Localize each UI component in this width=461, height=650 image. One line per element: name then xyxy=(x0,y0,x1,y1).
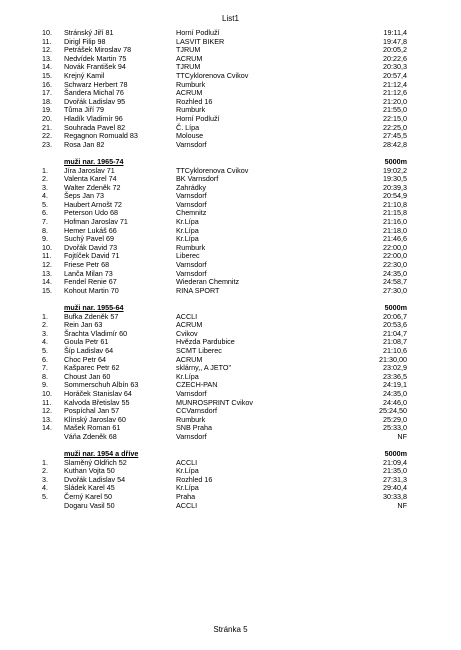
athlete-name: Rein Jan 63 xyxy=(64,320,103,330)
finish-time: 21:20,0 xyxy=(383,96,407,106)
finish-time: 21:35,0 xyxy=(383,466,407,476)
place: 22. xyxy=(42,131,52,141)
club: Praha xyxy=(176,492,196,502)
place: 16. xyxy=(42,79,52,89)
club: ACRUM xyxy=(176,88,203,98)
place: 2. xyxy=(42,466,48,476)
club: Zahrádky xyxy=(176,182,206,192)
athlete-name: Sládek Karel 45 xyxy=(64,483,115,493)
club: Kr.Lípa xyxy=(176,466,199,476)
result-row xyxy=(0,502,461,511)
athlete-name: Kalvoda Břetislav 55 xyxy=(64,397,130,407)
place: 5. xyxy=(42,199,48,209)
place: 12. xyxy=(42,406,52,416)
finish-time: 19:47,8 xyxy=(383,36,407,46)
club: BK Varnsdorf xyxy=(176,174,219,184)
finish-time: 27:30,0 xyxy=(383,285,407,295)
athlete-name: Kohout Martin 70 xyxy=(64,285,119,295)
athlete-name: Regagnon Romuald 83 xyxy=(64,131,138,141)
result-row xyxy=(0,287,461,296)
athlete-name: Fendel Renie 67 xyxy=(64,277,117,287)
club: Rozhled 16 xyxy=(176,474,213,484)
result-row xyxy=(0,433,461,442)
club: Kr.Lípa xyxy=(176,225,199,235)
place: 14. xyxy=(42,423,52,433)
finish-time: 20:30,3 xyxy=(383,62,407,72)
place: 13. xyxy=(42,268,52,278)
place: 7. xyxy=(42,363,48,373)
club: Varnsdorf xyxy=(176,431,207,441)
finish-time: 19:02,2 xyxy=(383,165,407,175)
place: 13. xyxy=(42,414,52,424)
finish-time: 20:54,9 xyxy=(383,191,407,201)
place: 18. xyxy=(42,96,52,106)
athlete-name: Hladík Vladimír 96 xyxy=(64,113,123,123)
place: 3. xyxy=(42,474,48,484)
place: 12. xyxy=(42,260,52,270)
finish-time: 21:55,0 xyxy=(383,105,407,115)
club: MUNROSPRINT Cvikov xyxy=(176,397,253,407)
club: ACRUM xyxy=(176,354,203,364)
athlete-name: Novák František 94 xyxy=(64,62,126,72)
club: Kr.Lípa xyxy=(176,217,199,227)
finish-time: 21:12,6 xyxy=(383,88,407,98)
finish-time: NF xyxy=(397,500,407,510)
finish-time: 21:10,8 xyxy=(383,199,407,209)
athlete-name: Dvořák Ladislav 95 xyxy=(64,96,126,106)
athlete-name: Fojtíček David 71 xyxy=(64,251,120,261)
finish-time: 21:18,0 xyxy=(383,225,407,235)
club: Rumburk xyxy=(176,79,206,89)
finish-time: 21:09,4 xyxy=(383,457,407,467)
athlete-name: Krejný Kamil xyxy=(64,70,105,80)
athlete-name: Hemer Lukáš 66 xyxy=(64,225,117,235)
athlete-name: Souhrada Pavel 82 xyxy=(64,122,126,132)
place: 6. xyxy=(42,208,48,218)
athlete-name: Lanča Milan 73 xyxy=(64,268,113,278)
club: Varnsdorf xyxy=(176,191,207,201)
club: CCVarnsdorf xyxy=(176,406,218,416)
finish-time: 20:39,3 xyxy=(383,182,407,192)
athlete-name: Schwarz Herbert 78 xyxy=(64,79,128,89)
athlete-name: Slaměný Oldřich 52 xyxy=(64,457,127,467)
athlete-name: Suchý Pavel 69 xyxy=(64,234,114,244)
finish-time: 24:46,0 xyxy=(383,397,407,407)
finish-time: 21:16,0 xyxy=(383,217,407,227)
place: 4. xyxy=(42,337,48,347)
place: 11. xyxy=(42,397,52,407)
finish-time: 23:02,9 xyxy=(383,363,407,373)
finish-time: 20:57,4 xyxy=(383,70,407,80)
finish-time: 25:33,0 xyxy=(383,423,407,433)
club: Č. Lípa xyxy=(176,122,200,132)
club: SCMT Liberec xyxy=(176,345,222,355)
club: Rozhled 16 xyxy=(176,96,213,106)
athlete-name: Kuthan Vojta 50 xyxy=(64,466,115,476)
club: Horní Podluží xyxy=(176,28,220,37)
club: Varnsdorf xyxy=(176,260,207,270)
place: 1. xyxy=(42,165,48,175)
club: ACCLI xyxy=(176,311,198,321)
athlete-name: Mašek Roman 61 xyxy=(64,423,121,433)
club: ACRUM xyxy=(176,53,203,63)
club: ACRUM xyxy=(176,320,203,330)
club: Liberec xyxy=(176,251,200,261)
athlete-name: Kašparec Petr 62 xyxy=(64,363,120,373)
athlete-name: Dvořák David 73 xyxy=(64,242,118,252)
finish-time: 24:19,1 xyxy=(383,380,407,390)
finish-time: 22:15,0 xyxy=(383,113,407,123)
athlete-name: Černý Karel 50 xyxy=(64,492,112,502)
finish-time: 22:00,0 xyxy=(383,242,407,252)
club: CZECH-PAN xyxy=(176,380,218,390)
place: 14. xyxy=(42,62,52,72)
place: 15. xyxy=(42,70,52,80)
finish-time: 21:10,6 xyxy=(383,345,407,355)
athlete-name: Choust Jan 60 xyxy=(64,371,111,381)
club: Horní Podluží xyxy=(176,113,220,123)
athlete-name: Haubert Arnošt 72 xyxy=(64,199,122,209)
place: 14. xyxy=(42,277,52,287)
club: Hvězda Pardubice xyxy=(176,337,235,347)
place: 8. xyxy=(42,371,48,381)
place: 5. xyxy=(42,492,48,502)
finish-time: 22:30,0 xyxy=(383,260,407,270)
club: Kr.Lípa xyxy=(176,483,199,493)
club: Rumburk xyxy=(176,105,206,115)
finish-time: 28:42,8 xyxy=(383,139,407,149)
athlete-name: Sommerschuh Albín 63 xyxy=(64,380,139,390)
category-distance: 5000m xyxy=(384,156,407,166)
place: 6. xyxy=(42,354,48,364)
place: 2. xyxy=(42,320,48,330)
athlete-name: Dirigl Filip 98 xyxy=(64,36,106,46)
finish-time: 25:29,0 xyxy=(383,414,407,424)
athlete-name: Rosa Jan 82 xyxy=(64,139,105,149)
place: 15. xyxy=(42,285,52,295)
finish-time: 20:53,6 xyxy=(383,320,407,330)
club: LASVIT BIKER xyxy=(176,36,225,46)
place: 5. xyxy=(42,345,48,355)
athlete-name: Choc Petr 64 xyxy=(64,354,106,364)
club: Wiederan Chemnitz xyxy=(176,277,240,287)
place: 9. xyxy=(42,380,48,390)
finish-time: 25:24,50 xyxy=(379,406,407,416)
athlete-name: Šeps Jan 73 xyxy=(64,191,104,201)
finish-time: 21:30,00 xyxy=(379,354,407,364)
finish-time: 27:45,5 xyxy=(383,131,407,141)
place: 2. xyxy=(42,174,48,184)
athlete-name: Goula Petr 61 xyxy=(64,337,109,347)
finish-time: 24:58,7 xyxy=(383,277,407,287)
finish-time: 20:22,6 xyxy=(383,53,407,63)
place: 9. xyxy=(42,234,48,244)
finish-time: NF xyxy=(397,431,407,441)
athlete-name: Dogaru Vasil 50 xyxy=(64,500,115,510)
athlete-name: Šíp Ladislav 64 xyxy=(64,345,114,355)
club: sklárny,, A JETO" xyxy=(176,363,232,373)
place: 3. xyxy=(42,182,48,192)
place: 10. xyxy=(42,28,52,37)
athlete-name: Petrášek Miroslav 78 xyxy=(64,45,132,55)
category-label: muži nar. 1965-74 xyxy=(64,156,124,166)
place: 13. xyxy=(42,53,52,63)
finish-time: 24:35,0 xyxy=(383,388,407,398)
club: Rumburk xyxy=(176,242,206,252)
place: 21. xyxy=(42,122,52,132)
place: 4. xyxy=(42,191,48,201)
club: TJRUM xyxy=(176,45,201,55)
finish-time: 19:30,5 xyxy=(383,174,407,184)
athlete-name: Stránský Jiří 81 xyxy=(64,28,114,37)
finish-time: 20:06,7 xyxy=(383,311,407,321)
page-number: Stránka 5 xyxy=(213,625,248,634)
club: Varnsdorf xyxy=(176,139,207,149)
category-distance: 5000m xyxy=(384,449,407,459)
place: 10. xyxy=(42,242,52,252)
club: ACCLI xyxy=(176,500,198,510)
athlete-name: Klínský Jaroslav 60 xyxy=(64,414,126,424)
result-row xyxy=(0,141,461,150)
club: Kr.Lípa xyxy=(176,371,199,381)
finish-time: 21:08,7 xyxy=(383,337,407,347)
finish-time: 21:46,6 xyxy=(383,234,407,244)
athlete-name: Dvořák Ladislav 54 xyxy=(64,474,126,484)
athlete-name: Horáček Stanislav 64 xyxy=(64,388,132,398)
athlete-name: Tůma Jiří 79 xyxy=(64,105,104,115)
athlete-name: Šandera Michal 76 xyxy=(64,88,124,98)
results-list xyxy=(0,29,461,510)
place: 19. xyxy=(42,105,52,115)
athlete-name: Váňa Zdeněk 68 xyxy=(64,431,117,441)
place: 20. xyxy=(42,113,52,123)
category-label: muži nar. 1954 a dříve xyxy=(64,449,139,459)
club: Varnsdorf xyxy=(176,268,207,278)
athlete-name: Peterson Udo 68 xyxy=(64,208,118,218)
club: ACCLI xyxy=(176,457,198,467)
place: 8. xyxy=(42,225,48,235)
place: 23. xyxy=(42,139,52,149)
club: Cvikov xyxy=(176,328,198,338)
athlete-name: Nedvídek Martin 75 xyxy=(64,53,127,63)
athlete-name: Valenta Karel 74 xyxy=(64,174,117,184)
finish-time: 20:05,2 xyxy=(383,45,407,55)
club: Chemnitz xyxy=(176,208,207,218)
club: TTCyklorenova Cvikov xyxy=(176,165,249,175)
club: Varnsdorf xyxy=(176,388,207,398)
athlete-name: Hofman Jaroslav 71 xyxy=(64,217,128,227)
place: 1. xyxy=(42,311,48,321)
club: Rumburk xyxy=(176,414,206,424)
finish-time: 22:00,0 xyxy=(383,251,407,261)
club: SNB Praha xyxy=(176,423,212,433)
club: Kr.Lípa xyxy=(176,234,199,244)
place: 10. xyxy=(42,388,52,398)
club: Molouse xyxy=(176,131,204,141)
club: TJRUM xyxy=(176,62,201,72)
finish-time: 19:11,4 xyxy=(383,28,407,37)
athlete-name: Bufka Zdeněk 57 xyxy=(64,311,119,321)
place: 3. xyxy=(42,328,48,338)
finish-time: 29:40,4 xyxy=(383,483,407,493)
athlete-name: Walter Zdeněk 72 xyxy=(64,182,121,192)
club: TTCyklorenova Cvikov xyxy=(176,70,249,80)
finish-time: 23:36,5 xyxy=(383,371,407,381)
club: RINA SPORT xyxy=(176,285,220,295)
finish-time: 30:33,8 xyxy=(383,492,407,502)
finish-time: 21:12,4 xyxy=(383,79,407,89)
sheet-title: List1 xyxy=(222,14,239,23)
place: 7. xyxy=(42,217,48,227)
place: 17. xyxy=(42,88,52,98)
athlete-name: Jíra Jaroslav 71 xyxy=(64,165,115,175)
finish-time: 21:15,8 xyxy=(383,208,407,218)
category-label: muži nar. 1955-64 xyxy=(64,303,124,312)
place: 1. xyxy=(42,457,48,467)
place: 11. xyxy=(42,36,52,46)
finish-time: 24:35,0 xyxy=(383,268,407,278)
athlete-name: Šrachta Vladimír 60 xyxy=(64,328,128,338)
place: 4. xyxy=(42,483,48,493)
club: Varnsdorf xyxy=(176,199,207,209)
place: 11. xyxy=(42,251,52,261)
athlete-name: Friese Petr 68 xyxy=(64,260,110,270)
finish-time: 21:04,7 xyxy=(383,328,407,338)
place: 12. xyxy=(42,45,52,55)
category-distance: 5000m xyxy=(384,303,407,312)
athlete-name: Pospíchal Jan 57 xyxy=(64,406,120,416)
finish-time: 22:25,0 xyxy=(383,122,407,132)
finish-time: 27:31,3 xyxy=(383,474,407,484)
